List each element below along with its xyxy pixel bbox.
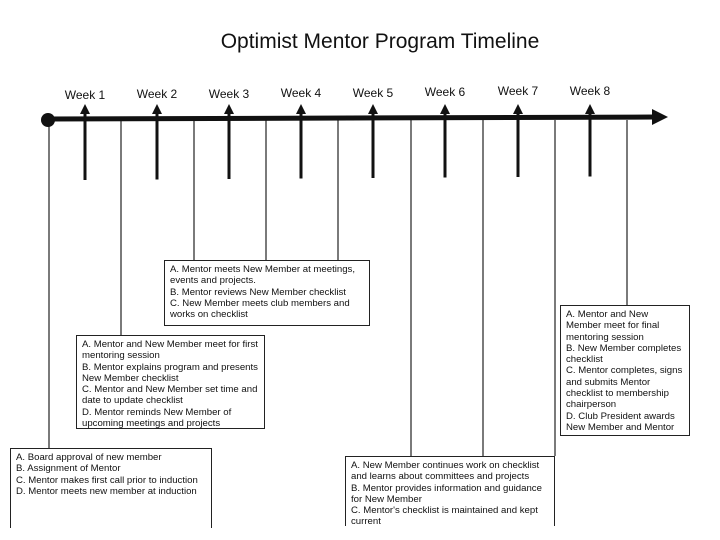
week-label: Week 5 xyxy=(352,85,394,100)
box-item: B. Assignment of Mentor xyxy=(16,463,121,475)
box-item: B. Mentor reviews New Member checklist xyxy=(170,286,346,298)
box-item: A. New Member continues work on checklist and learns about committees and projects xyxy=(351,460,540,483)
arrow-up-icon xyxy=(585,104,595,114)
arrow-up-icon xyxy=(80,104,90,114)
arrow-up-icon xyxy=(513,104,523,114)
arrow-up-icon xyxy=(224,104,234,114)
diagram-title: Optimist Mentor Program Timeline xyxy=(220,30,540,53)
box-item: B. New Member completes checklist xyxy=(566,342,682,366)
box-item: C. New Member meets club members and works on checklist xyxy=(170,297,350,321)
box-item: B. Mentor explains program and presents New Member checklist xyxy=(82,361,258,384)
week-label: Week 3 xyxy=(208,86,250,101)
arrow-up-icon xyxy=(440,104,450,114)
week-label: Week 7 xyxy=(497,84,539,99)
week-label: Week 6 xyxy=(424,85,466,99)
box-item: C. Mentor and New Member set time and date to update checklist xyxy=(82,384,258,407)
arrow-up-icon xyxy=(296,104,306,114)
arrow-up-icon xyxy=(368,104,378,114)
week-label: Week 4 xyxy=(280,86,322,101)
box-item: D. Mentor reminds New Member of upcoming meetings and projects xyxy=(82,406,232,429)
box-weeks-5-7 xyxy=(345,456,555,526)
box-item: C. Mentor's checklist is maintained and kept current xyxy=(351,505,538,526)
timeline-arrowhead-icon xyxy=(652,109,668,125)
box-item: A. Mentor and New Member meet for final mentoring session xyxy=(566,309,660,343)
box-item: A. Mentor meets New Member at meetings, events and projects. xyxy=(170,264,356,287)
box-item: C. Mentor makes first call prior to induction xyxy=(16,474,198,486)
box-item: A. Mentor and New Member meet for first mentoring session xyxy=(82,339,258,362)
arrow-up-icon xyxy=(152,104,162,114)
box-induction xyxy=(10,448,212,528)
week-label: Week 2 xyxy=(136,87,178,102)
box-item: D. Club President awards New Member and Mentor xyxy=(566,410,675,433)
box-weeks-3-4 xyxy=(164,260,370,326)
box-item: D. Mentor meets new member at induction xyxy=(16,485,197,497)
box-weeks-1-2 xyxy=(76,335,265,429)
week-label: Week 8 xyxy=(569,83,611,98)
timeline-start-dot xyxy=(41,113,55,127)
box-week-8 xyxy=(560,305,690,436)
box-item: C. Mentor completes, signs and submits Mentor checklist to membership chairperson xyxy=(566,365,683,411)
timeline-axis xyxy=(48,117,655,119)
box-item: A. Board approval of new member xyxy=(16,452,162,463)
box-item: B. Mentor provides information and guidance for New Member xyxy=(351,482,542,505)
week-label: Week 1 xyxy=(64,88,106,102)
